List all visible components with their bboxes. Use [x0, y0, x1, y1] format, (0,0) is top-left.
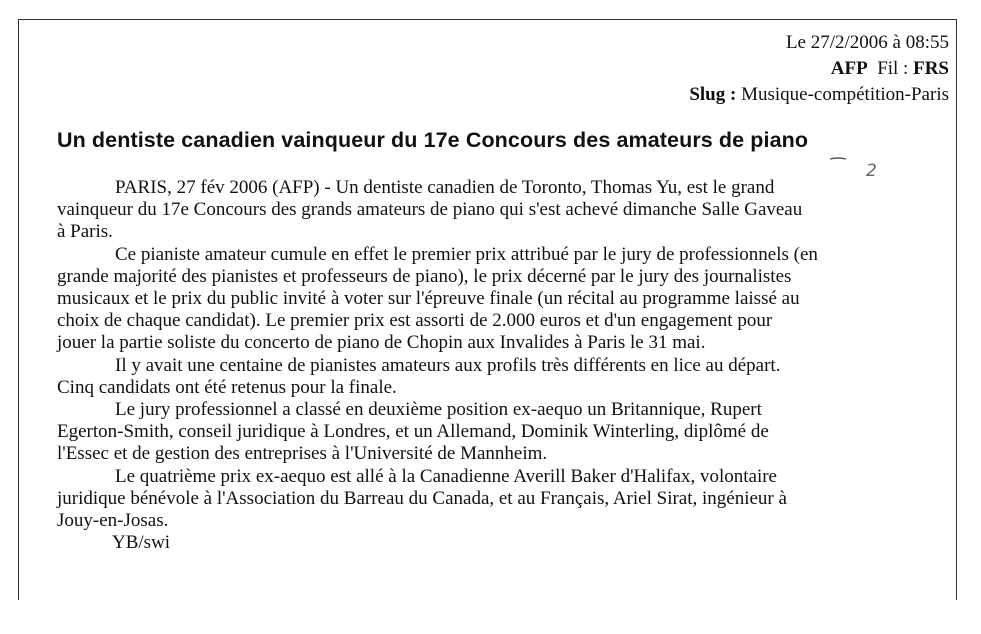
article-line: musicaux et le prix du public invité à voter sur l'épreuve finale (un récital au programme laissé au	[57, 288, 800, 310]
date-line: Le 27/2/2006 à 08:55	[785, 32, 949, 53]
article-line: Le jury professionnel a classé en deuxième position ex-aequo un Britannique, Rupert	[115, 399, 762, 421]
article-line: Egerton-Smith, conseil juridique à Londres, et un Allemand, Dominik Winterling, diplômé de	[57, 421, 769, 443]
article-line: PARIS, 27 fév 2006 (AFP) - Un dentiste canadien de Toronto, Thomas Yu, est le grand	[115, 177, 775, 198]
article-line: choix de chaque candidat). Le premier prix est assorti de 2.000 euros et d'un engagement pour	[57, 310, 773, 332]
slug-label: Slug :	[689, 84, 737, 105]
agency-name: AFP	[830, 58, 868, 79]
slug-value: Musique-compétition-Paris	[741, 84, 949, 105]
agency-line	[689, 56, 949, 82]
article-body	[57, 177, 947, 554]
frame-gap	[954, 600, 958, 621]
frame-gap	[18, 600, 21, 621]
article-line: à Paris.	[57, 221, 113, 243]
headline: Un dentiste canadien vainqueur du 17e Concours des amateurs de piano	[57, 128, 809, 152]
article-line: Il y avait une centaine de pianistes amateurs aux profils très différents en lice au départ.	[115, 354, 781, 376]
handwritten-mark-digit: 2	[866, 161, 877, 181]
article-line: l'Essec et de gestion des entreprises à l'Université de Mannheim.	[57, 443, 548, 465]
article-line: Cinq candidats ont été retenus pour la finale.	[57, 376, 397, 398]
article-line: juridique bénévole à l'Association du Barreau du Canada, et au Français, Ariel Sirat, ingénieur à	[57, 487, 787, 509]
fil-value: FRS	[913, 58, 949, 79]
fil-label: Fil :	[877, 58, 909, 79]
article-line: grande majorité des pianistes et professeurs de piano), le prix décerné par le jury des journalistes	[57, 265, 792, 287]
article-line: vainqueur du 17e Concours des grands amateurs de piano qui s'est achevé dimanche Salle Gaveau	[57, 199, 803, 221]
article-line: jouer la partie soliste du concerto de piano de Chopin aux Invalides à Paris le 31 mai.	[57, 332, 706, 354]
article-line: Ce pianiste amateur cumule en effet le premier prix attribué par le jury de professionnels (en	[115, 243, 818, 265]
article-line: Le quatrième prix ex-aequo est allé à la Canadienne Averill Baker d'Halifax, volontaire	[115, 465, 777, 487]
slug-line	[689, 82, 949, 108]
article-line: Jouy-en-Josas.	[57, 510, 169, 532]
signoff: YB/swi	[112, 532, 171, 554]
dispatch-header	[689, 30, 949, 108]
